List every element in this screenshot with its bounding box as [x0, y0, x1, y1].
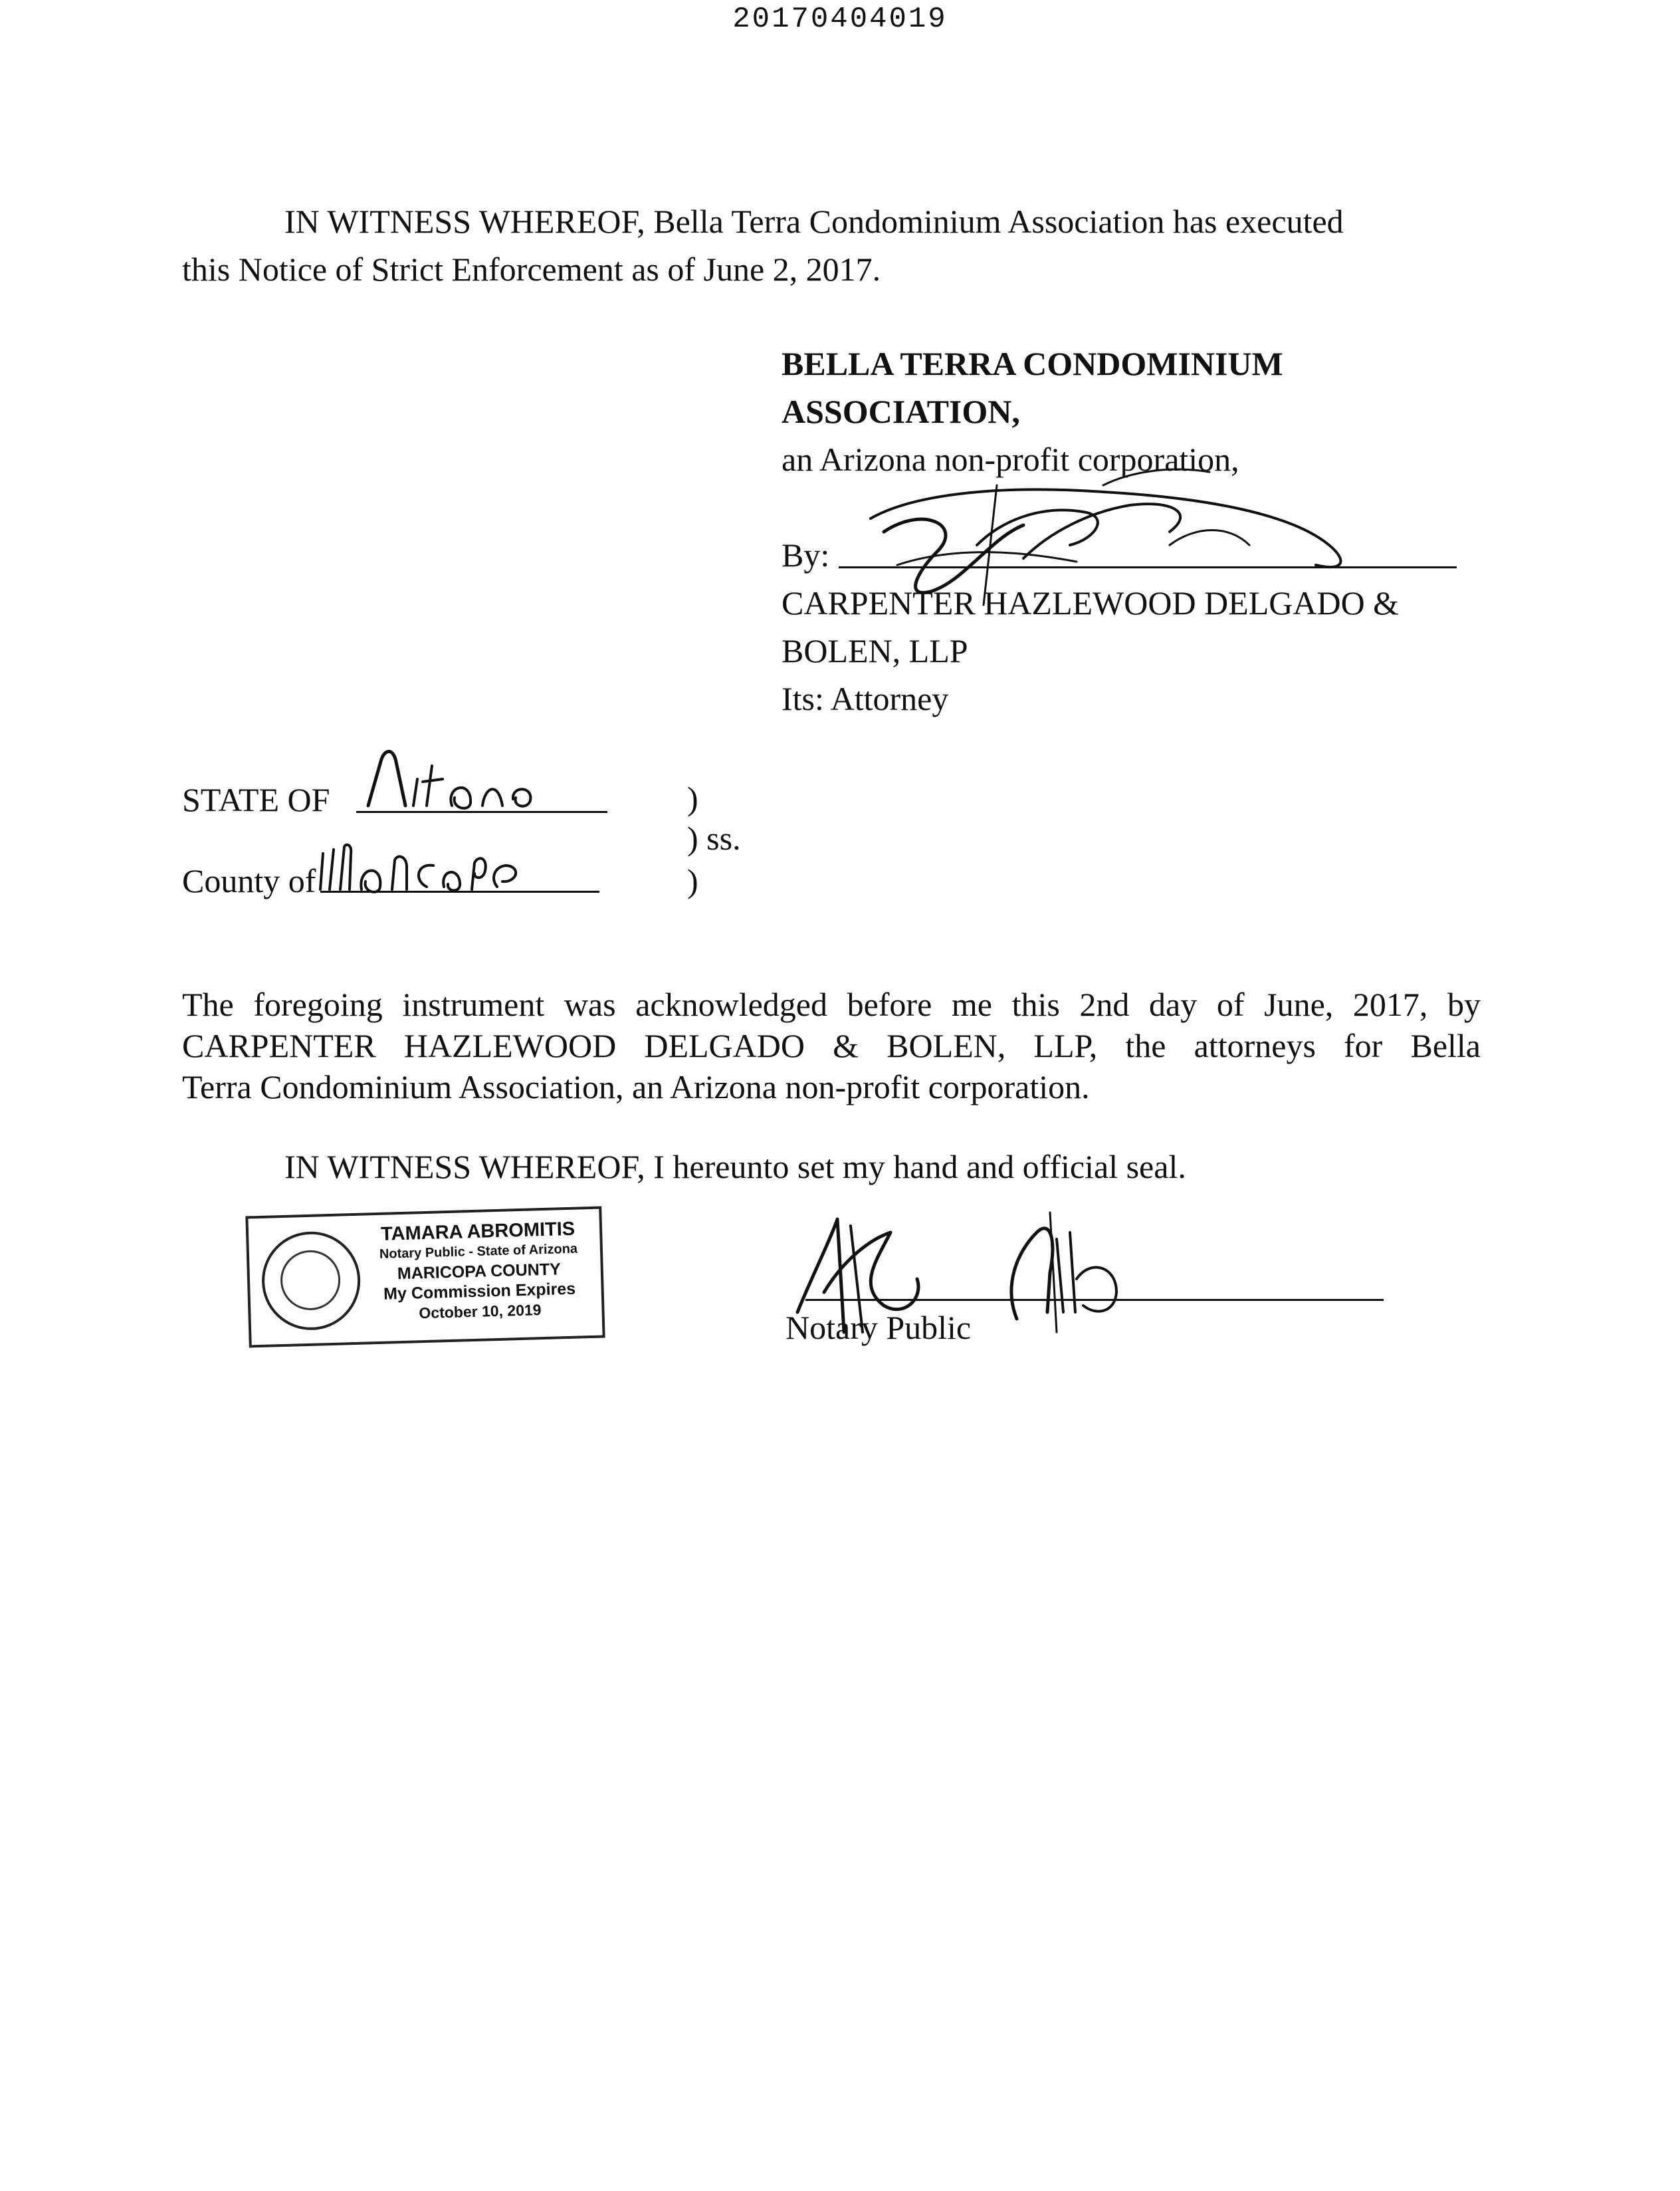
witness-line-1: IN WITNESS WHEREOF, Bella Terra Condominium Association has executed	[284, 203, 1344, 240]
signer-line-2: BOLEN, LLP	[782, 632, 968, 669]
closing-statement: IN WITNESS WHEREOF, I hereunto set my hand and official seal.	[284, 1148, 1186, 1185]
document-number: 20170404019	[732, 3, 948, 36]
entity-name-line-2: ASSOCIATION,	[782, 393, 1020, 430]
state-label: STATE OF	[182, 781, 330, 818]
signer-line-1: CARPENTER HAZLEWOOD DELGADO &	[782, 584, 1400, 622]
acknowledgment-line-3: Terra Condominium Association, an Arizona non-profit corporation.	[182, 1068, 1090, 1105]
stamp-expiry-date: October 10, 2019	[419, 1301, 542, 1322]
acknowledgment-line-1: The foregoing instrument was acknowledged before me this 2nd day of June, 2017, by	[182, 986, 1481, 1023]
notary-public-label: Notary Public	[786, 1309, 972, 1346]
stamp-notary-title: Notary Public - State of Arizona	[379, 1241, 578, 1262]
attorney-signature	[824, 465, 1409, 638]
notary-stamp	[245, 1207, 605, 1348]
venue-paren-ss: ) ss.	[687, 820, 741, 857]
county-label: County of	[182, 862, 316, 899]
witness-line-2: this Notice of Strict Enforcement as of June 2, 2017.	[182, 251, 881, 288]
by-label: By:	[782, 536, 830, 574]
venue-paren-1: )	[687, 780, 698, 817]
its-title: Its: Attorney	[782, 680, 949, 717]
notary-signature-line	[805, 1299, 1384, 1301]
stamp-commission-label: My Commission Expires	[383, 1279, 576, 1304]
state-seal-icon	[261, 1230, 362, 1331]
venue-paren-3: )	[687, 862, 698, 899]
stamp-county: MARICOPA COUNTY	[397, 1260, 562, 1284]
entity-name-line-1: BELLA TERRA CONDOMINIUM	[782, 345, 1283, 382]
entity-description: an Arizona non-profit corporation,	[782, 441, 1239, 478]
stamp-notary-name: TAMARA ABROMITIS	[380, 1218, 576, 1245]
state-handwriting	[359, 739, 538, 814]
acknowledgment-line-2: CARPENTER HAZLEWOOD DELGADO & BOLEN, LLP, the attorneys for Bella	[182, 1027, 1481, 1064]
county-handwriting	[314, 827, 540, 896]
